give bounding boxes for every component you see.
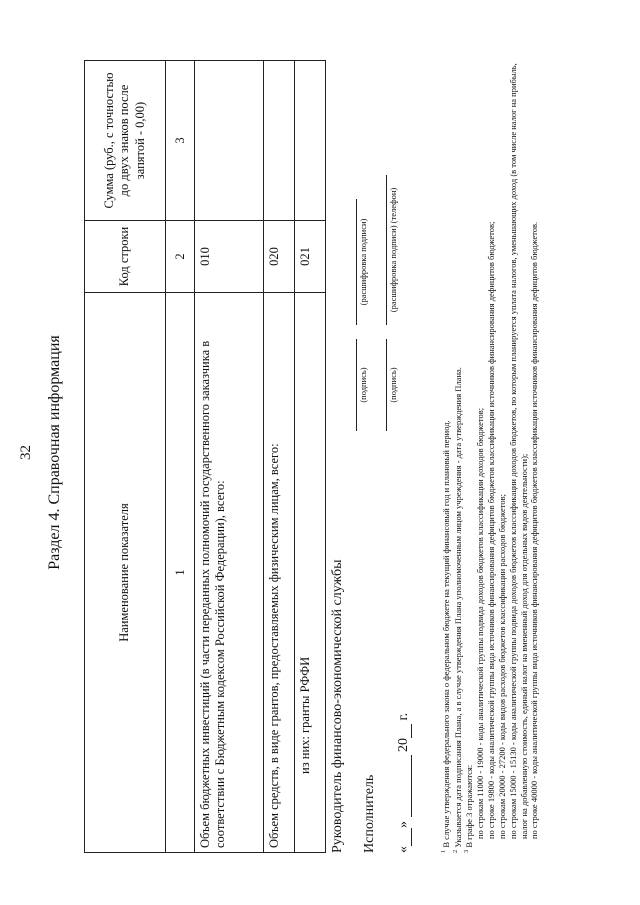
row-sum [195, 61, 264, 221]
head-finance-label: Руководитель финансово-экономической службы [330, 559, 345, 853]
footnote-item: по строкам 20000 - 27200 - коды видов расходов бюджетов классификации расходов бюджетов; [496, 493, 507, 839]
column-number: 2 [166, 221, 195, 293]
header-sum: Сумма (руб., с точностью до двух знаков после запятой - 0,00) [85, 61, 166, 221]
executor-sign-caption: (подпись) [388, 367, 398, 403]
table-header-row [85, 61, 166, 853]
footnote-1: $^1$ В случае утверждения федерального закона о федеральном бюджете на текущий финансовый год и плановый период. [440, 420, 451, 853]
table-row [295, 61, 326, 853]
header-row-code: Код строки [85, 221, 166, 293]
date-open-quote: « [396, 846, 411, 853]
footnote-item: по строке 40000 - коды аналитической группы вида источников финансирования дефицитов бюджетов классификации источников финансирования дефицитов бюджетов. [529, 221, 540, 839]
executor-label: Исполнитель [362, 774, 377, 853]
footnote-2: $^2$ Указывается дата подписания Плана, а в случае утверждения Плана уполномоченным лицом учреждения - дата утверждения Плана. [451, 367, 463, 853]
row-name: Объем бюджетных инвестиций (в части переданных полномочий государственного заказчика в соответствии с Бюджетным кодексом Российской Федерации), всего: [195, 293, 264, 853]
date-close-quote: » [396, 821, 411, 828]
reference-info-table [84, 60, 326, 853]
year-prefix: 20 [396, 738, 411, 752]
head-sign-caption: (подпись) [358, 367, 368, 403]
footnote-3: $^3$ В графе 3 отражаются: [463, 764, 475, 853]
executor-decode-line [370, 175, 387, 325]
column-number: 3 [166, 61, 195, 221]
year-suffix: г. [396, 712, 411, 721]
footnotes [440, 53, 540, 853]
executor-decode-caption: (расшифровка подписи) (телефон) [388, 187, 398, 313]
footnote-item: по строке 19800 - коды аналитической группы вида источников финансирования дефицитов бюджетов классификации источников финансирования дефицитов бюджетов; [485, 221, 496, 839]
header-indicator-name: Наименование показателя [85, 293, 166, 853]
date-line [396, 713, 412, 853]
page-number: 32 [18, 445, 34, 460]
footnote-item: по строкам 15000 - 15130 - коды аналитической группы подвида доходов бюджетов классификации доходов бюджетов, по которым планируется уплата налогов, уменьшающих доход (в том числе налог на прибыль, налог на добавленную стоимость, единый налог на вмененный доход для отдельных видов деятельности); [507, 63, 529, 839]
row-sum [295, 61, 326, 221]
row-name: Объем средств, в виде грантов, предоставляемых физическим лицам, всего: [264, 293, 295, 853]
footnote-item: по строкам 11000 - 19000 - коды аналитической группы подвида доходов бюджетов классификации доходов бюджетов; [475, 407, 486, 839]
section-title: Раздел 4. Справочная информация [46, 335, 63, 570]
row-code: 021 [295, 221, 326, 293]
year-blank [397, 724, 412, 738]
table-row [264, 61, 295, 853]
row-name: из них: гранты РФФИ [295, 293, 326, 853]
column-number: 1 [166, 293, 195, 853]
month-blank [397, 756, 412, 818]
executor-signature-line [370, 339, 387, 431]
column-number-row [166, 61, 195, 853]
head-decode-caption: (расшифровка подписи) [358, 218, 368, 306]
head-decode-line [340, 199, 357, 325]
row-code: 010 [195, 221, 264, 293]
row-code: 020 [264, 221, 295, 293]
day-blank [397, 828, 412, 846]
table-row [195, 61, 264, 853]
head-signature-line [340, 339, 357, 431]
row-sum [264, 61, 295, 221]
